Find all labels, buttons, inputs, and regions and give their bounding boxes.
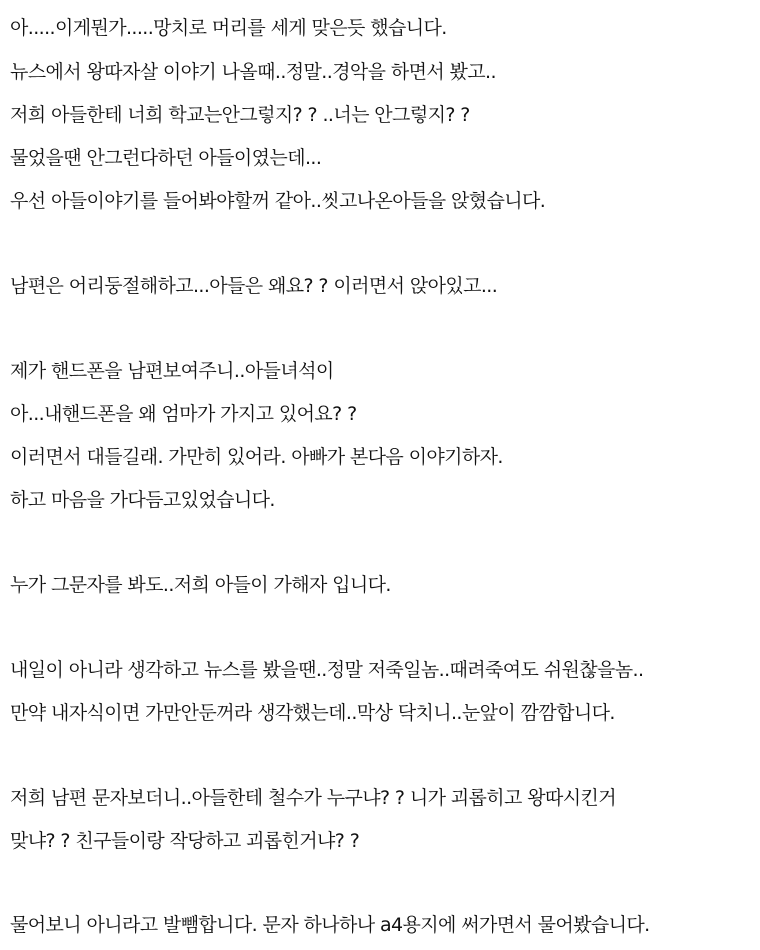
text-line: 물었을땐 안그런다하던 아들이였는데... bbox=[10, 147, 322, 169]
text-line: 아...내핸드폰을 왜 엄마가 가지고 있어요? ? bbox=[10, 403, 357, 425]
text-line: 뉴스에서 왕따자살 이야기 나올때..정말..경악을 하면서 봤고.. bbox=[10, 61, 496, 83]
text-line: 저희 남편 문자보더니..아들한테 철수가 누구냐? ? 니가 괴롭히고 왕따시킨거 bbox=[10, 787, 616, 809]
text-line: 누가 그문자를 봐도..저희 아들이 가해자 입니다. bbox=[10, 574, 391, 596]
text-line: 저희 아들한테 너희 학교는안그렇지? ? ..너는 안그렇지? ? bbox=[10, 104, 470, 126]
text-line: 제가 핸드폰을 남편보여주니..아들녀석이 bbox=[10, 360, 334, 382]
text-line: 이러면서 대들길래. 가만히 있어라. 아빠가 본다음 이야기하자. bbox=[10, 446, 503, 468]
text-line: 내일이 아니라 생각하고 뉴스를 봤을땐..정말 저죽일놈..때려죽여도 쉬원찮을놈.. bbox=[10, 659, 644, 681]
text-line: 아.....이게뭔가.....망치로 머리를 세게 맞은듯 했습니다. bbox=[10, 17, 447, 39]
text-line: 우선 아들이야기를 들어봐야할꺼 같아..씻고나온아들을 앉혔습니다. bbox=[10, 190, 546, 212]
text-line: 하고 마음을 가다듬고있었습니다. bbox=[10, 489, 275, 511]
text-line: 맞냐? ? 친구들이랑 작당하고 괴롭힌거냐? ? bbox=[10, 830, 360, 852]
text-line: 물어보니 아니라고 발뺌합니다. 문자 하나하나 a4용지에 써가면서 물어봤습니다. bbox=[10, 914, 650, 936]
text-line: 남편은 어리둥절해하고...아들은 왜요? ? 이러면서 앉아있고... bbox=[10, 275, 498, 297]
text-line: 만약 내자식이면 가만안둔꺼라 생각했는데..막상 닥치니..눈앞이 깜깜합니다. bbox=[10, 702, 615, 724]
